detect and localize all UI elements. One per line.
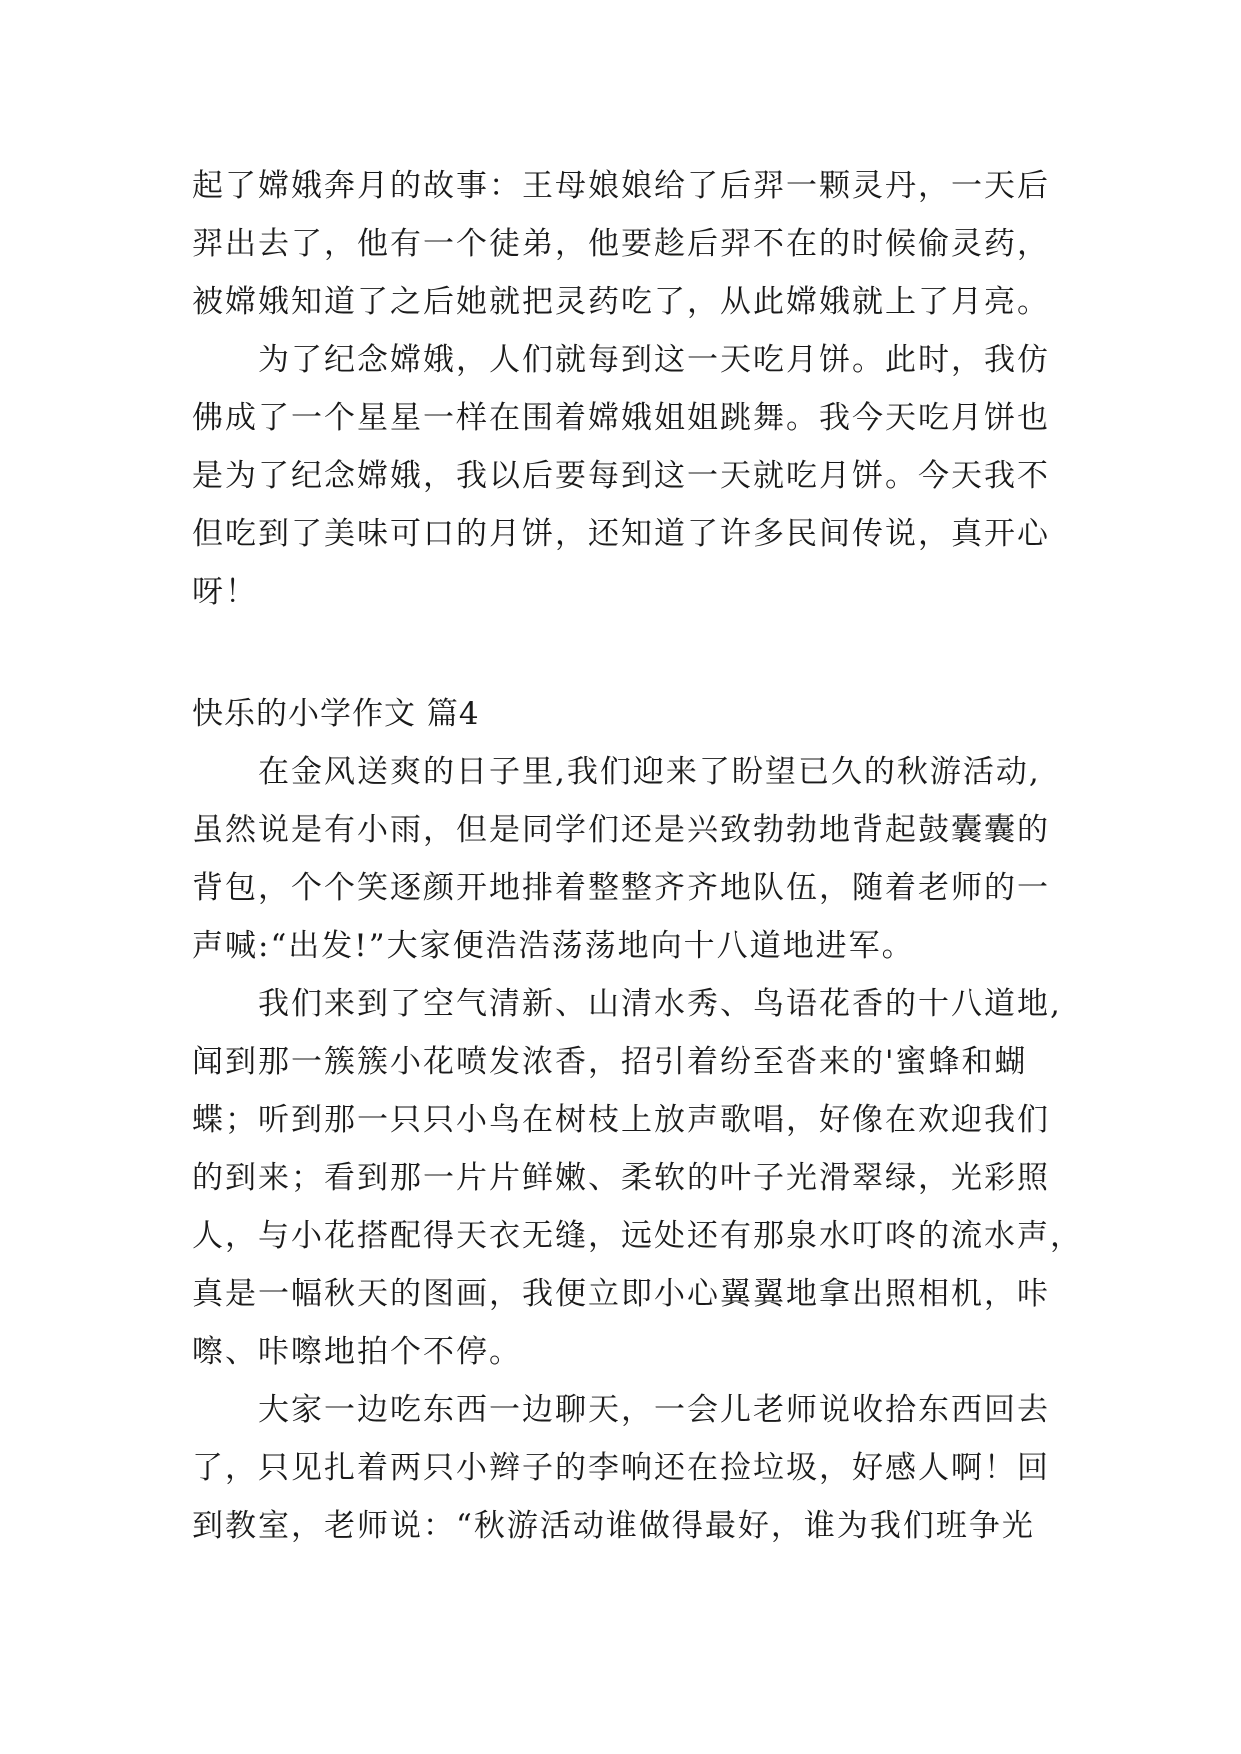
text-line: 闻到那一簇簇小花喷发浓香，招引着纷至沓来的'蜜蜂和蝴 bbox=[192, 1044, 1028, 1080]
text-line: 的到来；看到那一片片鲜嫩、柔软的叶子光滑翠绿，光彩照 bbox=[192, 1160, 1050, 1196]
text-line: 在金风送爽的日子里,我们迎来了盼望已久的秋游活动, bbox=[258, 754, 1041, 790]
document-body-bottom bbox=[192, 685, 1083, 1555]
text-line: 虽然说是有小雨，但是同学们还是兴致勃勃地背起鼓囊囊的 bbox=[192, 812, 1050, 848]
paragraph bbox=[192, 743, 1062, 975]
text-line: 蝶；听到那一只只小鸟在树枝上放声歌唱，好像在欢迎我们 bbox=[192, 1102, 1050, 1138]
text-line: 为了纪念嫦娥，人们就每到这一天吃月饼。此时，我仿 bbox=[258, 342, 1050, 378]
text-line: 是为了纪念嫦娥，我以后要每到这一天就吃月饼。今天我不 bbox=[192, 458, 1050, 494]
text-line: 被嫦娥知道了之后她就把灵药吃了，从此嫦娥就上了月亮。 bbox=[192, 284, 1050, 320]
text-line: 真是一幅秋天的图画，我便立即小心翼翼地拿出照相机，咔 bbox=[192, 1276, 1050, 1312]
text-line: 大家一边吃东西一边聊天，一会儿老师说收拾东西回去 bbox=[258, 1392, 1050, 1428]
text-line: 起了嫦娥奔月的故事：王母娘娘给了后羿一颗灵丹，一天后 bbox=[192, 168, 1050, 204]
text-line: 佛成了一个星星一样在围着嫦娥姐姐跳舞。我今天吃月饼也 bbox=[192, 400, 1050, 436]
text-line: 背包，个个笑逐颜开地排着整整齐齐地队伍，随着老师的一 bbox=[192, 870, 1050, 906]
section-title: 快乐的小学作文 篇4 bbox=[192, 696, 480, 732]
text-line: 嚓、咔嚓地拍个不停。 bbox=[192, 1334, 522, 1370]
text-line: 但吃到了美味可口的月饼，还知道了许多民间传说，真开心 bbox=[192, 516, 1050, 552]
paragraph bbox=[192, 157, 1062, 331]
text-line: 呀！ bbox=[192, 574, 258, 610]
paragraph bbox=[192, 331, 1062, 621]
paragraph bbox=[192, 1381, 1062, 1555]
paragraph bbox=[192, 975, 1083, 1381]
text-line: 人，与小花搭配得天衣无缝，远处还有那泉水叮咚的流水声， bbox=[192, 1218, 1083, 1254]
text-line: 羿出去了，他有一个徒弟，他要趁后羿不在的时候偷灵药， bbox=[192, 226, 1050, 262]
text-line: 声喊:“出发!”大家便浩浩荡荡地向十八道地进军。 bbox=[192, 928, 915, 964]
text-line: 我们来到了空气清新、山清水秀、鸟语花香的十八道地, bbox=[258, 986, 1062, 1022]
text-line: 了，只见扎着两只小辫子的李响还在捡垃圾，好感人啊！回 bbox=[192, 1450, 1050, 1486]
text-line: 到教室，老师说：“秋游活动谁做得最好，谁为我们班争光 bbox=[192, 1508, 1035, 1544]
document-body-top bbox=[192, 157, 1062, 621]
